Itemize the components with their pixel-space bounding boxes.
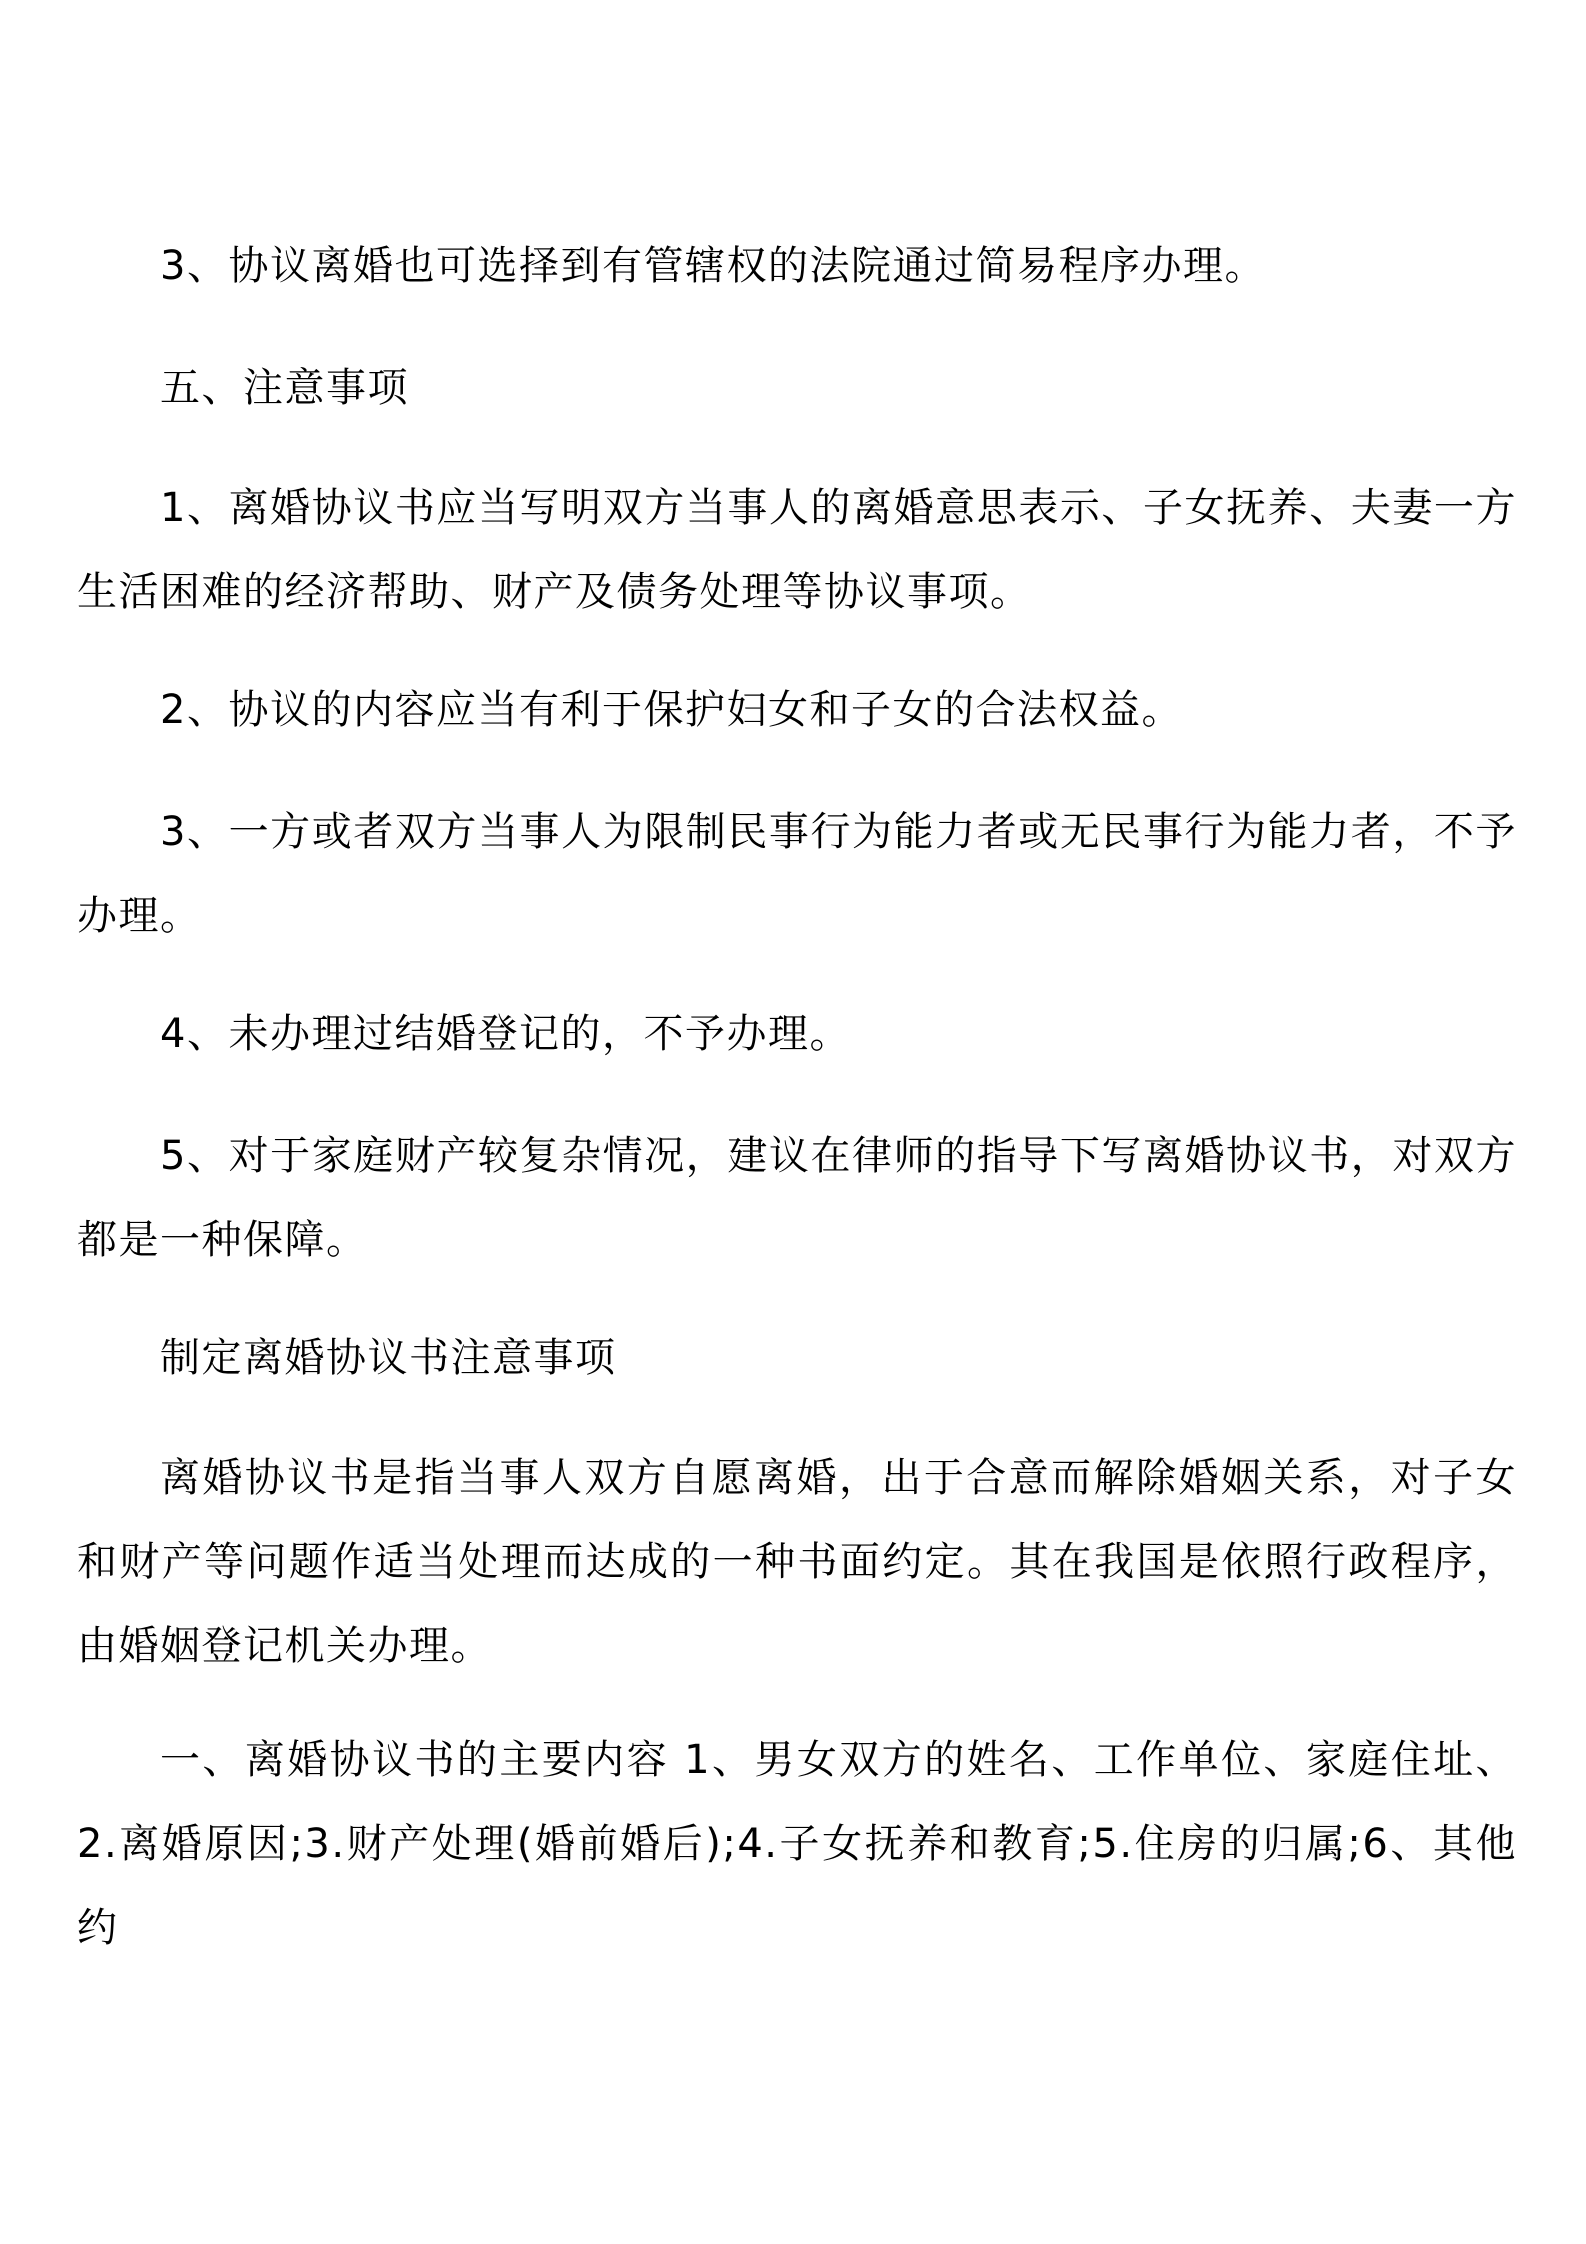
section-heading-notes: 五、注意事项 — [160, 365, 409, 411]
paragraph-note-4: 4、未办理过结婚登记的，不予办理。 — [160, 1011, 851, 1057]
section-heading-agreement-notes: 制定离婚协议书注意事项 — [160, 1335, 617, 1381]
paragraph-agreement-definition: 离婚协议书是指当事人双方自愿离婚，出于合意而解除婚姻关系，对子女和财产等问题作适当处理而达成的一种书面约定。其在我国是依照行政程序，由婚姻登记机关办理。 — [77, 1455, 1517, 1669]
paragraph-note-1: 1、离婚协议书应当写明双方当事人的离婚意思表示、子女抚养、夫妻一方生活困难的经济帮助、财产及债务处理等协议事项。 — [77, 485, 1517, 615]
paragraph-note-5: 5、对于家庭财产较复杂情况，建议在律师的指导下写离婚协议书，对双方都是一种保障。 — [77, 1133, 1517, 1263]
paragraph-agreement-contents: 一、离婚协议书的主要内容 1、男女双方的姓名、工作单位、家庭住址、2.离婚原因;3.财产处理(婚前婚后);4.子女抚养和教育;5.住房的归属;6、其他约 — [77, 1737, 1517, 1951]
paragraph-note-3: 3、一方或者双方当事人为限制民事行为能力者或无民事行为能力者，不予办理。 — [77, 809, 1517, 939]
paragraph-court-option: 3、协议离婚也可选择到有管辖权的法院通过简易程序办理。 — [160, 243, 1266, 289]
paragraph-note-2: 2、协议的内容应当有利于保护妇女和子女的合法权益。 — [160, 687, 1183, 733]
